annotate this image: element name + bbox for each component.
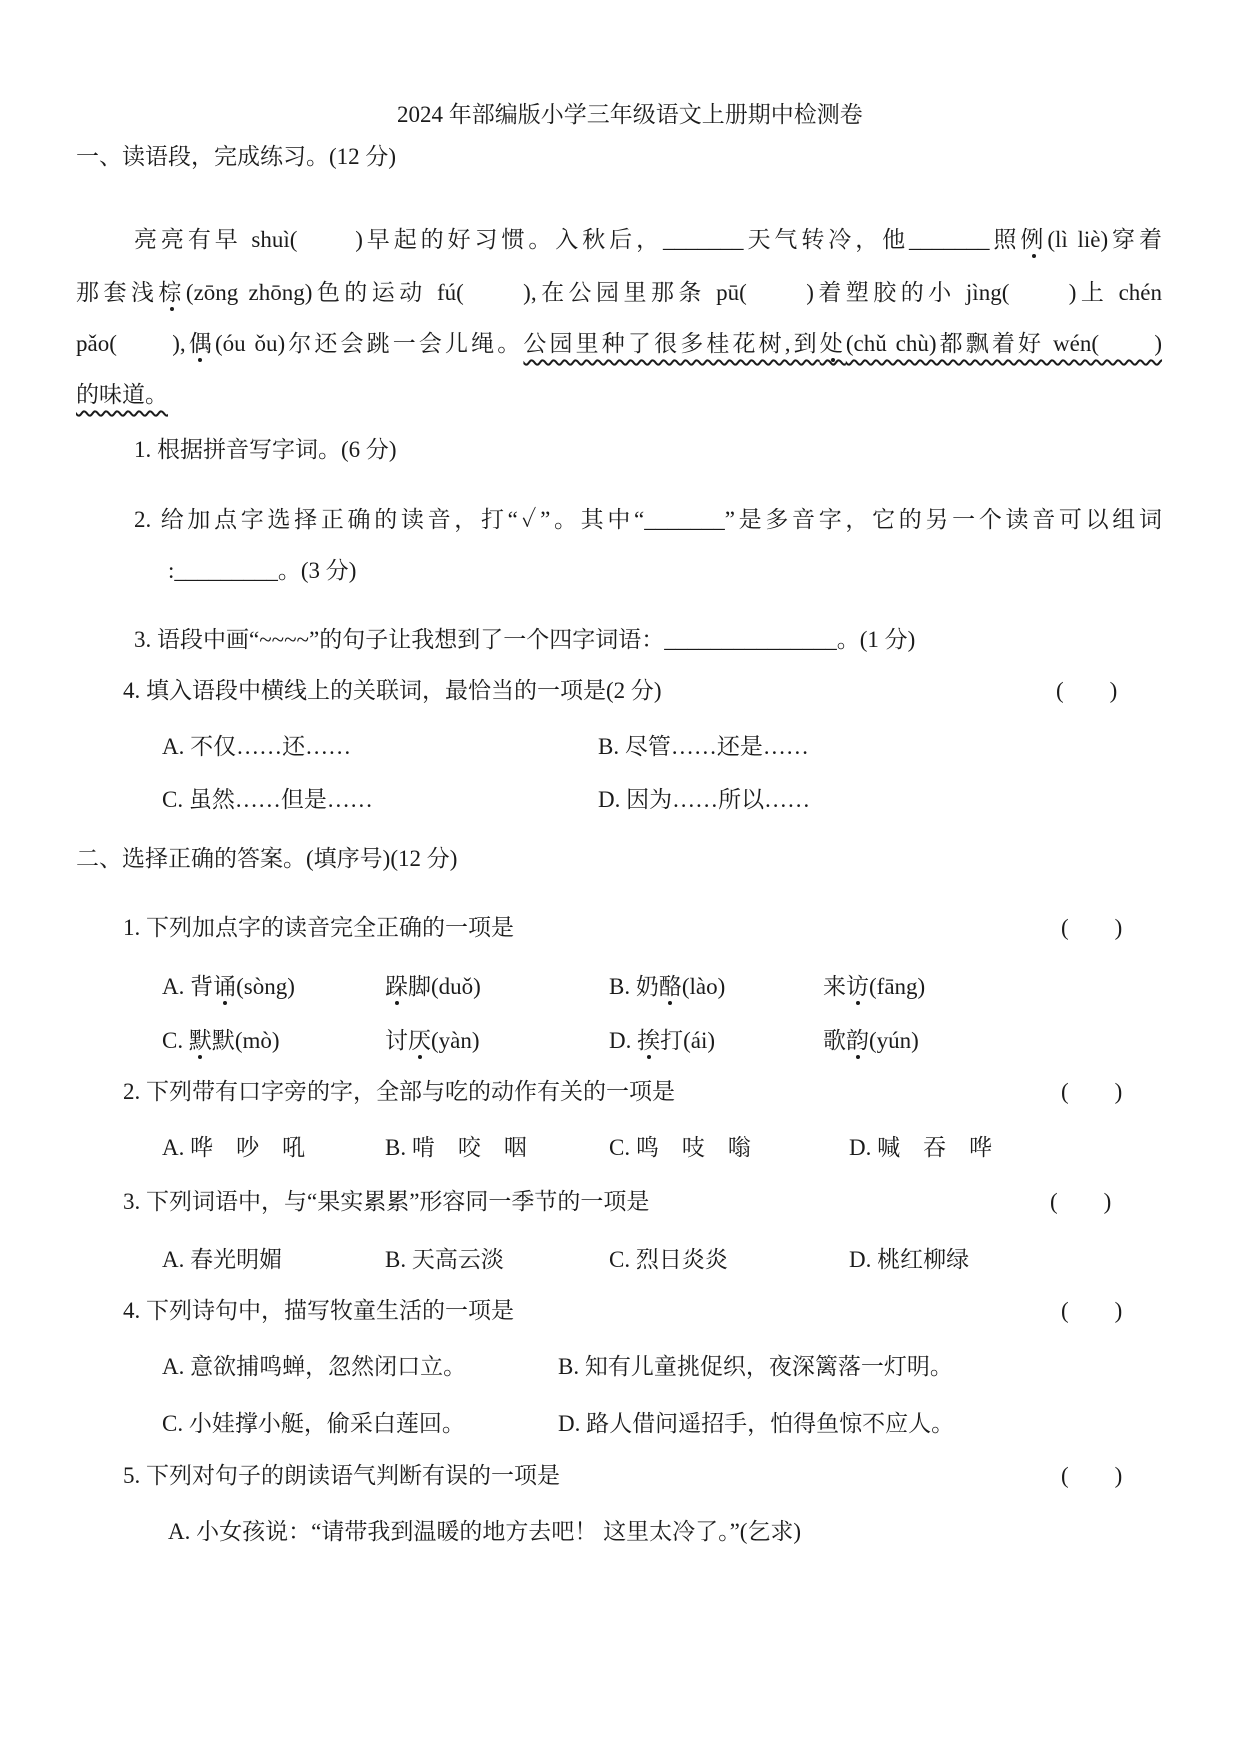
option-text: (yàn) <box>431 1028 480 1053</box>
option-c: C. 鸣 吱 嗡 <box>609 1135 751 1160</box>
passage-text: (lì liè)穿着 <box>1047 227 1162 252</box>
part2-question-5: 5. 下列对句子的朗读语气判断有误的一项是 <box>123 1463 560 1488</box>
option-a: A. 意欲捕鸣蝉，忽然闭口立。 <box>162 1354 467 1379</box>
dotted-character: 挨 <box>637 1028 661 1053</box>
option-a-word-2 <box>385 973 481 1001</box>
option-b: B. 天高云淡 <box>385 1247 504 1272</box>
answer-bracket: ( ) <box>1061 915 1123 940</box>
option-c: C. 虽然……但是…… <box>162 787 373 812</box>
option-a: A. 哗 吵 吼 <box>162 1135 306 1160</box>
option-text: 脚(duǒ) <box>408 974 481 999</box>
dotted-character: 厌 <box>408 1028 431 1053</box>
answer-bracket: ( ) <box>1061 1079 1123 1104</box>
option-b-word-2 <box>823 973 925 1001</box>
option-text: B. 奶 <box>609 974 659 999</box>
option-text: 来 <box>823 974 846 999</box>
answer-bracket: ( ) <box>1061 1298 1123 1323</box>
option-a-word-1 <box>162 973 295 1001</box>
dotted-character: 韵 <box>846 1028 869 1053</box>
part2-question-4: 4. 下列诗句中，描写牧童生活的一项是 <box>123 1298 514 1323</box>
dotted-character: 处 <box>819 331 846 356</box>
wavy-underlined-sentence <box>523 331 1162 356</box>
part1-question-3: 3. 语段中画“~~~~”的句子让我想到了一个四字词语：_______________。(1 分) <box>134 627 916 652</box>
part1-question-2-continuation: :_________。(3 分) <box>168 558 357 583</box>
passage-text: (chǔ chù)都飘着好 wén( ) <box>845 331 1163 356</box>
dotted-character: 例 <box>1020 227 1048 252</box>
option-text: A. 背 <box>162 974 214 999</box>
option-c-word-1 <box>162 1027 280 1055</box>
part2-question-1: 1. 下列加点字的读音完全正确的一项是 <box>123 915 514 940</box>
passage-text: 亮亮有早 shuì( )早起的好习惯。入秋后，_______天气转冷，他_______照 <box>134 227 1021 252</box>
option-b: B. 尽管……还是…… <box>598 734 809 759</box>
exam-title: 2024 年部编版小学三年级语文上册期中检测卷 <box>397 102 863 127</box>
option-text: D. <box>609 1028 638 1053</box>
answer-bracket: ( ) <box>1061 1463 1123 1488</box>
dotted-character: 偶 <box>185 331 215 356</box>
wavy-underlined-sentence: 的味道。 <box>76 382 168 407</box>
passage-text: 公园里种了很多桂花树,到 <box>523 331 820 356</box>
dotted-character: 访 <box>846 974 869 999</box>
part1-question-4: 4. 填入语段中横线上的关联词，最恰当的一项是(2 分) <box>123 678 662 703</box>
passage-text: (óu ǒu)尔还会跳一会儿绳。 <box>214 331 524 356</box>
option-text: (yún) <box>869 1028 919 1053</box>
option-a: A. 春光明媚 <box>162 1247 283 1272</box>
option-text: C. <box>162 1028 189 1053</box>
passage-line-1 <box>134 226 1162 254</box>
passage-line-4 <box>76 381 168 409</box>
option-text: 默(mò) <box>211 1028 280 1053</box>
option-c: C. 烈日炎炎 <box>609 1247 728 1272</box>
option-b: B. 知有儿童挑促织，夜深篱落一灯明。 <box>558 1354 953 1379</box>
option-text: (fāng) <box>869 974 926 999</box>
part2-heading: 二、选择正确的答案。(填序号)(12 分) <box>76 846 458 871</box>
dotted-character: 棕 <box>158 280 186 305</box>
part2-question-3: 3. 下列词语中，与“果实累累”形容同一季节的一项是 <box>123 1189 650 1214</box>
option-d: D. 因为……所以…… <box>598 787 811 812</box>
part2-question-2: 2. 下列带有口字旁的字，全部与吃的动作有关的一项是 <box>123 1079 675 1104</box>
part1-question-1: 1. 根据拼音写字词。(6 分) <box>134 437 397 462</box>
dotted-character: 诵 <box>213 974 237 999</box>
option-d: D. 喊 吞 哗 <box>849 1135 993 1160</box>
option-d: D. 路人借问遥招手，怕得鱼惊不应人。 <box>558 1411 955 1436</box>
answer-bracket: ( ) <box>1056 678 1118 703</box>
option-b: B. 啃 咬 咽 <box>385 1135 527 1160</box>
option-a: A. 小女孩说：“请带我到温暖的地方去吧！ 这里太冷了。”(乞求) <box>168 1519 802 1544</box>
option-b-word-1 <box>609 973 725 1001</box>
option-text: 打(ái) <box>660 1028 716 1053</box>
option-text: (sòng) <box>236 974 295 999</box>
option-d-word-1 <box>609 1027 715 1055</box>
dotted-character: 默 <box>188 1028 212 1053</box>
option-text: 歌 <box>823 1028 846 1053</box>
dotted-character: 酪 <box>658 974 682 999</box>
passage-line-3 <box>76 330 1162 358</box>
answer-bracket: ( ) <box>1050 1189 1112 1214</box>
part1-question-2: 2. 给加点字选择正确的读音，打“✓”。其中“_______”是多音字，它的另一个读音可以组词 <box>134 507 1162 532</box>
passage-text: (zōng zhōng)色的运动 fú( ),在公园里那条 pū( )着塑胶的小 jìng( )上 chén <box>185 280 1163 305</box>
option-c-word-2 <box>385 1027 480 1055</box>
option-c: C. 小娃撑小艇，偷采白莲回。 <box>162 1411 465 1436</box>
option-d-word-2 <box>823 1027 919 1055</box>
passage-text: pǎo( ), <box>76 331 186 356</box>
option-text: (lào) <box>681 974 726 999</box>
option-text: 讨 <box>385 1028 408 1053</box>
passage-text: 那套浅 <box>76 280 159 305</box>
passage-line-2 <box>76 279 1162 307</box>
part1-heading: 一、读语段，完成练习。(12 分) <box>76 144 397 169</box>
dotted-character: 跺 <box>385 974 408 999</box>
option-d: D. 桃红柳绿 <box>849 1247 970 1272</box>
option-a: A. 不仅……还…… <box>162 734 352 759</box>
